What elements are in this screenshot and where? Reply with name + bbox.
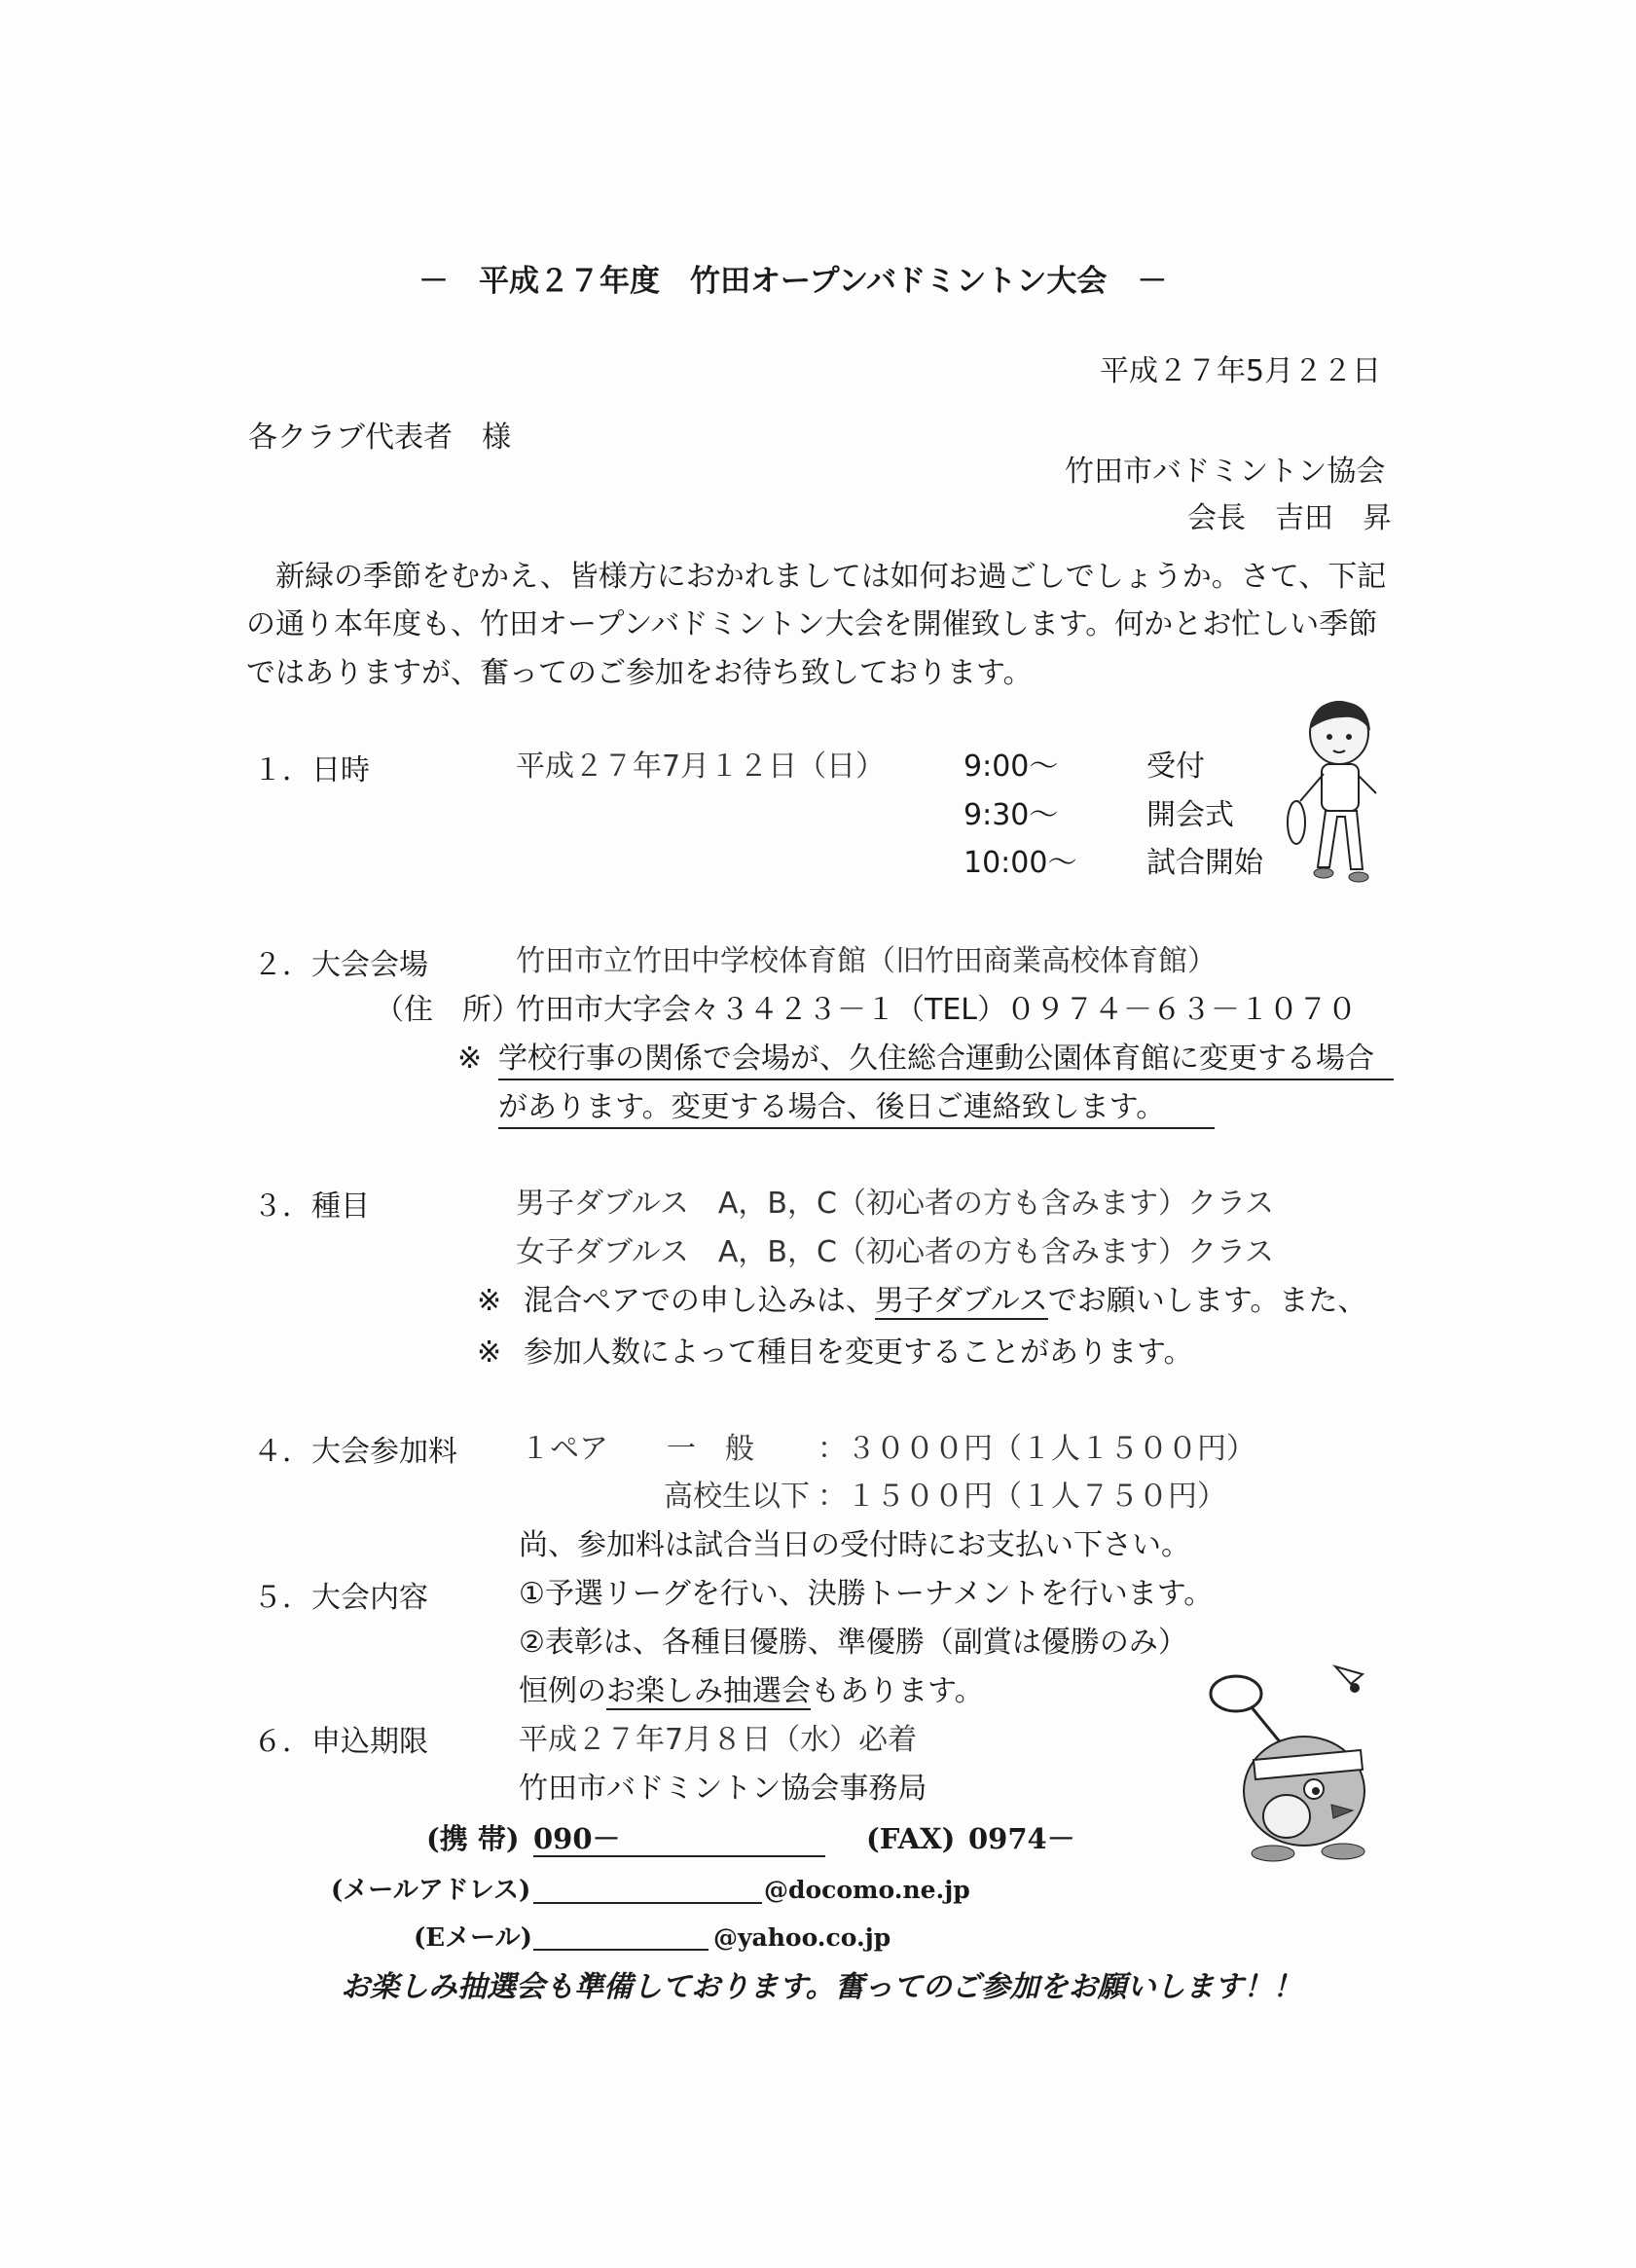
lottery-post: もあります。 xyxy=(811,1674,984,1708)
sender-name: 会長 吉田 昇 xyxy=(1187,501,1392,535)
section-1-label: １．日時 xyxy=(253,753,370,787)
schedule-time: 9:00～ xyxy=(963,750,1059,784)
mens-doubles-emphasis: 男子ダブルス xyxy=(874,1284,1048,1318)
schedule-time: 9:30～ xyxy=(963,798,1059,832)
document-date: 平成２７年5月２２日 xyxy=(1100,354,1382,388)
mobile-field-line xyxy=(533,1855,825,1857)
content-line: ②表彰は、各種目優勝、準優勝（副賞は優勝のみ） xyxy=(519,1626,1187,1660)
intro-line: 新緑の季節をむかえ、皆様方におかれましては如何お過ごしでしょうか。さて、下記 xyxy=(275,560,1387,594)
schedule-event: 開会式 xyxy=(1146,798,1234,832)
underline xyxy=(498,1127,1215,1129)
fee-payment-note: 尚、参加料は試合当日の受付時にお支払い下さい。 xyxy=(519,1528,1190,1562)
mobile-value: 090－ xyxy=(533,1822,621,1855)
fee-pair: １ペア xyxy=(521,1432,608,1466)
deadline: 平成２７年7月８日（水）必着 xyxy=(519,1723,918,1757)
content-line xyxy=(519,1674,984,1708)
page-title: － 平成２７年度 竹田オープンバドミントン大会 － xyxy=(418,264,1168,299)
section-3-label: ３．種目 xyxy=(253,1189,370,1224)
address: 竹田市大字会々３４２３－１（TEL）０９７４－６３－１０７０ xyxy=(516,993,1357,1027)
mixed-pair-note xyxy=(524,1284,1367,1318)
venue: 竹田市立竹田中学校体育館（旧竹田商業高校体育館） xyxy=(516,944,1217,978)
venue-change-note: 学校行事の関係で会場が、久住総合運動公園体育館に変更する場合 xyxy=(498,1042,1374,1076)
fee-general-label: 一 般 xyxy=(667,1432,754,1466)
email-label: (Eメール) xyxy=(414,1923,532,1953)
section-2-label: ２．大会会場 xyxy=(253,948,428,982)
mail-domain: @docomo.ne.jp xyxy=(764,1876,970,1904)
note-mark: ※ xyxy=(457,1042,483,1076)
mail-field-line xyxy=(533,1902,762,1904)
participant-note: 参加人数によって種目を変更することがあります。 xyxy=(524,1335,1193,1370)
office: 竹田市バドミントン協会事務局 xyxy=(519,1772,927,1806)
intro-line: の通り本年度も、竹田オープンバドミントン大会を開催致します。何かとお忙しい季節 xyxy=(246,607,1378,641)
email-domain: @yahoo.co.jp xyxy=(713,1923,891,1952)
lottery-emphasis: お楽しみ抽選会 xyxy=(606,1674,811,1708)
schedule-time: 10:00～ xyxy=(963,846,1077,880)
event-date: 平成２７年7月１２日（日） xyxy=(516,750,886,784)
event-category: 男子ダブルス A，B，C（初心者の方も含みます）クラス xyxy=(516,1187,1275,1221)
mail-address-label: (メールアドレス) xyxy=(331,1876,531,1905)
intro-line: ではありますが、奮ってのご参加をお待ち致しております。 xyxy=(246,656,1033,690)
closing-message: お楽しみ抽選会も準備しております。奮ってのご参加をお願いします！！ xyxy=(341,1970,1302,2004)
email-field-line xyxy=(533,1949,709,1951)
note-mark: ※ xyxy=(477,1284,502,1318)
note-mark: ※ xyxy=(477,1335,502,1370)
event-category: 女子ダブルス A，B，C（初心者の方も含みます）クラス xyxy=(516,1235,1275,1269)
mixed-pair-note-post: でお願いします。また、 xyxy=(1047,1284,1367,1318)
address-label: （住 所） xyxy=(375,993,521,1027)
underline xyxy=(498,1079,1394,1080)
sender-org: 竹田市バドミントン協会 xyxy=(1065,455,1386,489)
section-5-label: ５．大会内容 xyxy=(253,1581,428,1615)
fax-value: 0974－ xyxy=(968,1822,1075,1855)
content-line: ①予選リーグを行い、決勝トーナメントを行います。 xyxy=(519,1577,1214,1611)
venue-change-note: があります。変更する場合、後日ご連絡致します。 xyxy=(498,1090,1166,1124)
section-4-label: ４．大会参加料 xyxy=(253,1435,457,1469)
fee-general: ：３０００円（１人１５００円） xyxy=(818,1432,1255,1466)
mixed-pair-note-pre: 混合ペアでの申し込みは、 xyxy=(524,1284,875,1318)
fee-student-label: 高校生以下 xyxy=(664,1480,810,1514)
lottery-pre: 恒例の xyxy=(519,1674,606,1708)
fax-label: (FAX) xyxy=(866,1822,956,1855)
section-6-label: ６．申込期限 xyxy=(253,1725,428,1759)
schedule-event: 受付 xyxy=(1146,750,1205,784)
bird-mascot-illustration xyxy=(1197,1645,1392,1869)
addressee: 各クラブ代表者 様 xyxy=(248,421,511,455)
mobile-label: (携 帯) xyxy=(426,1822,520,1855)
schedule-event: 試合開始 xyxy=(1146,846,1263,880)
badminton-player-illustration xyxy=(1283,696,1390,891)
fee-student: ：１５００円（１人７５０円） xyxy=(818,1480,1226,1514)
